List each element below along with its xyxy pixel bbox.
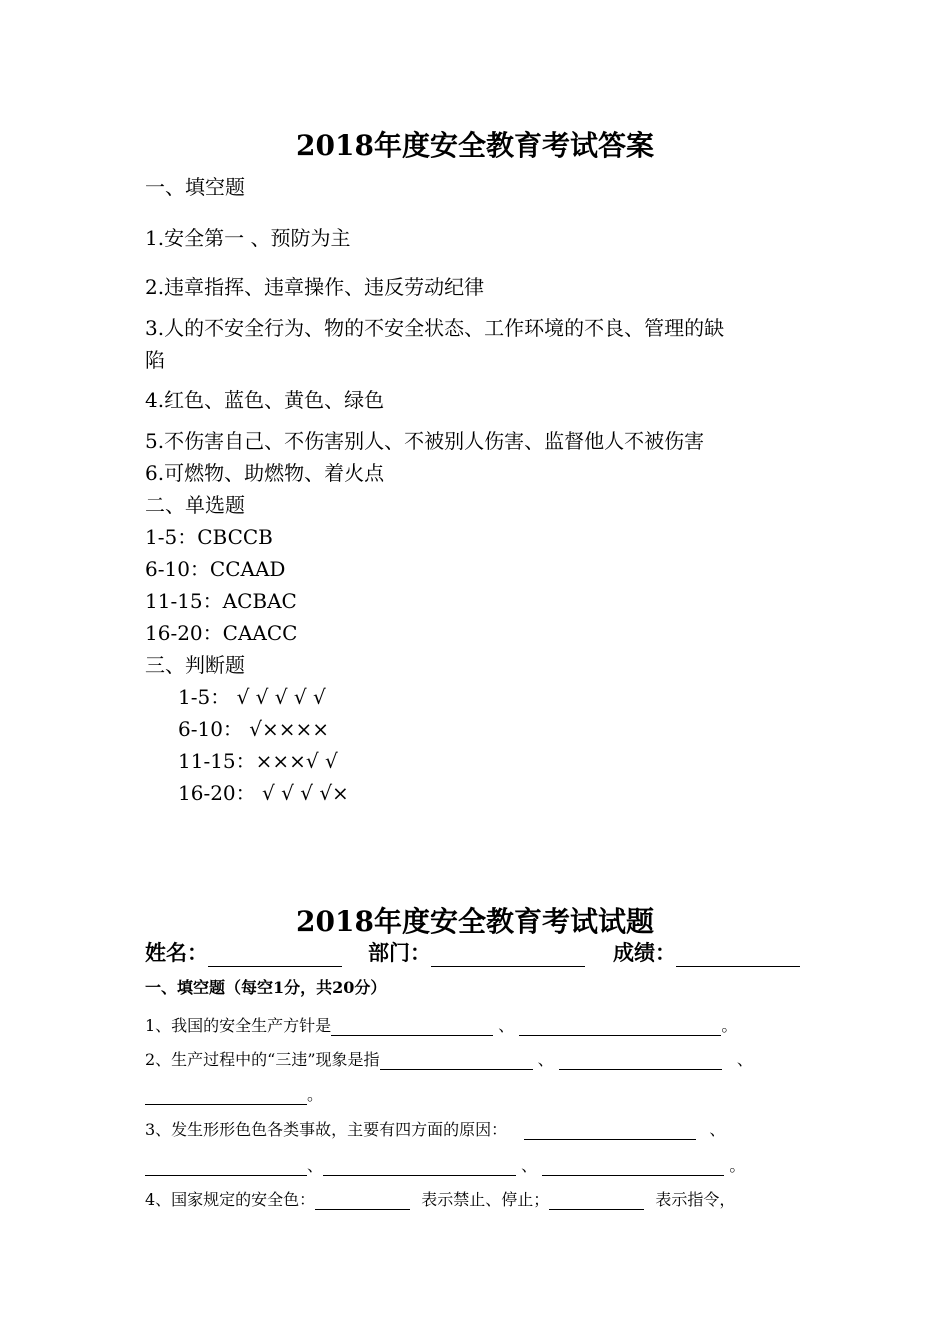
answer-judge-4: 16-20： √ √ √ √× <box>178 781 349 805</box>
question-2-end: 。 <box>307 1085 324 1104</box>
answer-section-fill-heading: 一、填空题 <box>145 175 245 199</box>
question-2-blank-1[interactable] <box>380 1053 533 1070</box>
question-3-blank-3[interactable] <box>323 1159 516 1176</box>
score-blank[interactable] <box>676 944 800 967</box>
name-field <box>145 937 342 967</box>
name-blank[interactable] <box>208 944 342 967</box>
question-3-text: 3、发生形形色色各类事故，主要有四方面的原因： <box>145 1120 508 1139</box>
question-1-text: 1、我国的安全生产方针是 <box>145 1016 332 1035</box>
question-1-blank-2[interactable] <box>519 1019 721 1036</box>
question-3-blank-1[interactable] <box>524 1123 696 1140</box>
answer-single-3: 11-15：ACBAC <box>145 589 297 613</box>
answer-fill-1: 1.安全第一 、预防为主 <box>145 226 351 250</box>
question-1-blank-1[interactable] <box>331 1019 493 1036</box>
question-2-text: 2、生产过程中的“三违”现象是指 <box>145 1050 380 1069</box>
answer-title: 2018年度安全教育考试答案 <box>296 129 654 162</box>
answer-single-1: 1-5：CBCCB <box>145 525 273 549</box>
answer-single-2: 6-10：CCAAD <box>145 557 286 581</box>
exam-title: 2018年度安全教育考试试题 <box>296 905 654 938</box>
exam-section-fill-heading: 一、填空题（每空1分，共20分） <box>145 978 387 997</box>
question-4-desc-1: 表示禁止、停止； <box>421 1190 550 1209</box>
question-2-blank-3[interactable] <box>145 1088 307 1105</box>
question-4-text: 4、国家规定的安全色： <box>145 1190 316 1209</box>
question-3-blank-2[interactable] <box>145 1159 307 1176</box>
answer-fill-3: 3.人的不安全行为、物的不安全状态、工作环境的不良、管理的缺 <box>145 316 725 340</box>
question-1-end: 。 <box>721 1016 738 1035</box>
question-2-sep-2: 、 <box>736 1050 753 1069</box>
question-3-end: 。 <box>729 1156 746 1175</box>
question-4-blank-2[interactable] <box>549 1193 644 1210</box>
question-3-blank-4[interactable] <box>542 1159 724 1176</box>
answer-judge-3: 11-15：×××√ √ <box>178 749 338 773</box>
question-2-blank-2[interactable] <box>559 1053 722 1070</box>
question-4-desc-2: 表示指令， <box>655 1190 736 1209</box>
answer-judge-2: 6-10： √×××× <box>178 717 330 741</box>
question-4 <box>145 1187 735 1210</box>
question-3-sep-1: 、 <box>709 1120 726 1139</box>
answer-fill-2: 2.违章指挥、违章操作、违反劳动纪律 <box>145 275 485 299</box>
name-label: 姓名： <box>145 940 208 965</box>
answer-section-single-heading: 二、单选题 <box>145 493 245 517</box>
answer-judge-1: 1-5： √ √ √ √ √ <box>178 685 326 709</box>
score-field <box>613 937 800 967</box>
answer-single-4: 16-20：CAACC <box>145 621 298 645</box>
question-2-cont <box>145 1082 323 1105</box>
answer-section-judge-heading: 三、判断题 <box>145 653 245 677</box>
question-2 <box>145 1047 753 1070</box>
answer-fill-4: 4.红色、蓝色、黄色、绿色 <box>145 388 385 412</box>
answer-fill-5: 5.不伤害自己、不伤害别人、不被别人伤害、监督他人不被伤害 <box>145 429 705 453</box>
answer-fill-6: 6.可燃物、助燃物、着火点 <box>145 461 385 485</box>
question-1 <box>145 1013 737 1036</box>
dept-label: 部门： <box>368 940 431 965</box>
answer-fill-3-cont: 陷 <box>145 348 165 372</box>
question-3-sep-2: 、 <box>307 1156 324 1175</box>
question-2-sep-1: 、 <box>537 1050 554 1069</box>
question-3-sep-3: 、 <box>521 1156 538 1175</box>
dept-blank[interactable] <box>431 944 585 967</box>
question-1-sep: 、 <box>498 1016 515 1035</box>
question-3 <box>145 1117 725 1140</box>
question-4-blank-1[interactable] <box>315 1193 410 1210</box>
score-label: 成绩： <box>613 940 676 965</box>
dept-field <box>368 937 585 967</box>
question-3-cont <box>145 1153 745 1176</box>
